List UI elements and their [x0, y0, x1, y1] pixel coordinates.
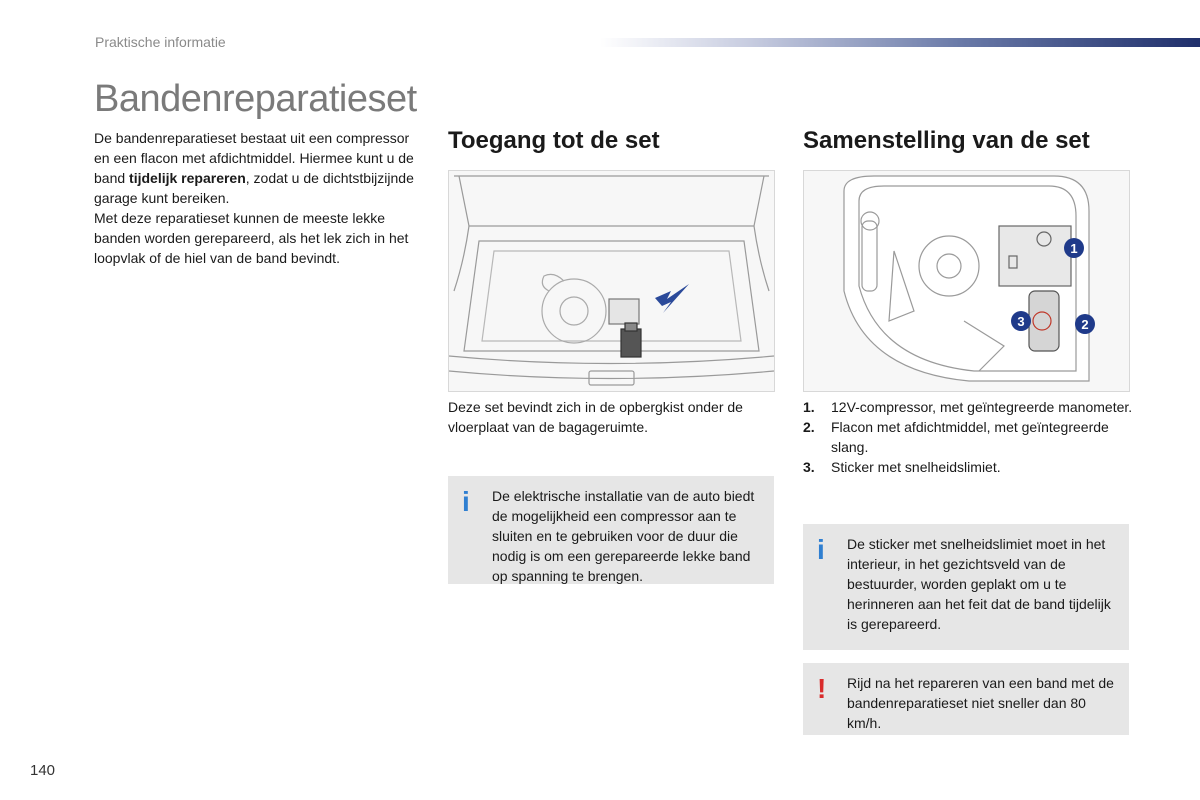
components-list: [803, 397, 1133, 477]
page-number: 140: [30, 762, 56, 779]
list-item: [803, 417, 1133, 457]
callout-2-icon: [1075, 314, 1095, 334]
composition-heading: Samenstelling van de set: [803, 127, 1090, 154]
warning-icon: !: [817, 673, 827, 704]
info-box-sticker: [803, 524, 1129, 650]
section-label: Praktische informatie: [95, 34, 226, 50]
warning-box: [803, 663, 1129, 735]
svg-text:1: 1: [1070, 241, 1078, 256]
info-box-electrical: [448, 476, 774, 584]
list-item-text: 12V-compressor, met geïntegreerde manometer.: [831, 399, 1133, 415]
kit-drawing: [804, 171, 1129, 391]
info-text: De elektrische installatie van de auto biedt de mogelijkheid een compressor aan te sluiten en te gebruiken voor de duur die nodig is om een gerepareerde lekke band op spanning te brengen.: [492, 488, 755, 584]
trunk-illustration: [448, 170, 775, 392]
list-item: [803, 397, 1133, 417]
intro-text: [94, 128, 419, 268]
list-item-number: 1.: [803, 399, 815, 415]
intro-p1-end: , zodat u de dichtstbijzijnde garage kunt bereiken.: [94, 170, 414, 206]
list-item: [803, 457, 1133, 477]
intro-p1-start: De bandenreparatieset bestaat uit een compressor en een flacon met afdichtmiddel. Hiermee kunt u de band: [94, 130, 414, 186]
list-item-number: 3.: [803, 459, 815, 475]
intro-paragraph-1: [94, 128, 419, 208]
list-item-number: 2.: [803, 419, 815, 435]
info-icon: i: [462, 486, 470, 517]
access-caption: Deze set bevindt zich in de opbergkist onder de vloerplaat van de bagageruimte.: [448, 399, 743, 435]
access-heading: Toegang tot de set: [448, 127, 660, 154]
info-icon: i: [817, 534, 825, 565]
header-gradient-bar: [600, 38, 1200, 47]
intro-p1-bold: tijdelijk repareren: [129, 170, 246, 186]
warning-text: Rijd na het repareren van een band met de bandenreparatieset niet sneller dan 80 km/h.: [847, 675, 1114, 731]
trunk-drawing: [449, 171, 774, 391]
arrow-icon: [655, 284, 689, 313]
svg-text:3: 3: [1017, 314, 1025, 329]
list-item-text: Flacon met afdichtmiddel, met geïntegreerde slang.: [831, 419, 1109, 455]
page-title: Bandenreparatieset: [94, 78, 417, 120]
callout-3-icon: [1011, 311, 1031, 331]
info-text: De sticker met snelheidslimiet moet in het interieur, in het gezichtsveld van de bestuurder, worden geplakt om u te herinneren aan het feit dat de band tijdelijk is gerepareerd.: [847, 536, 1111, 632]
kit-illustration: [803, 170, 1130, 392]
list-item-text: Sticker met snelheidslimiet.: [831, 459, 1001, 475]
svg-text:2: 2: [1081, 317, 1089, 332]
intro-paragraph-2: Met deze reparatieset kunnen de meeste lekke banden worden gerepareerd, als het lek zich in het loopvlak of de hiel van de band bevindt.: [94, 210, 409, 266]
callout-1-icon: [1064, 238, 1084, 258]
